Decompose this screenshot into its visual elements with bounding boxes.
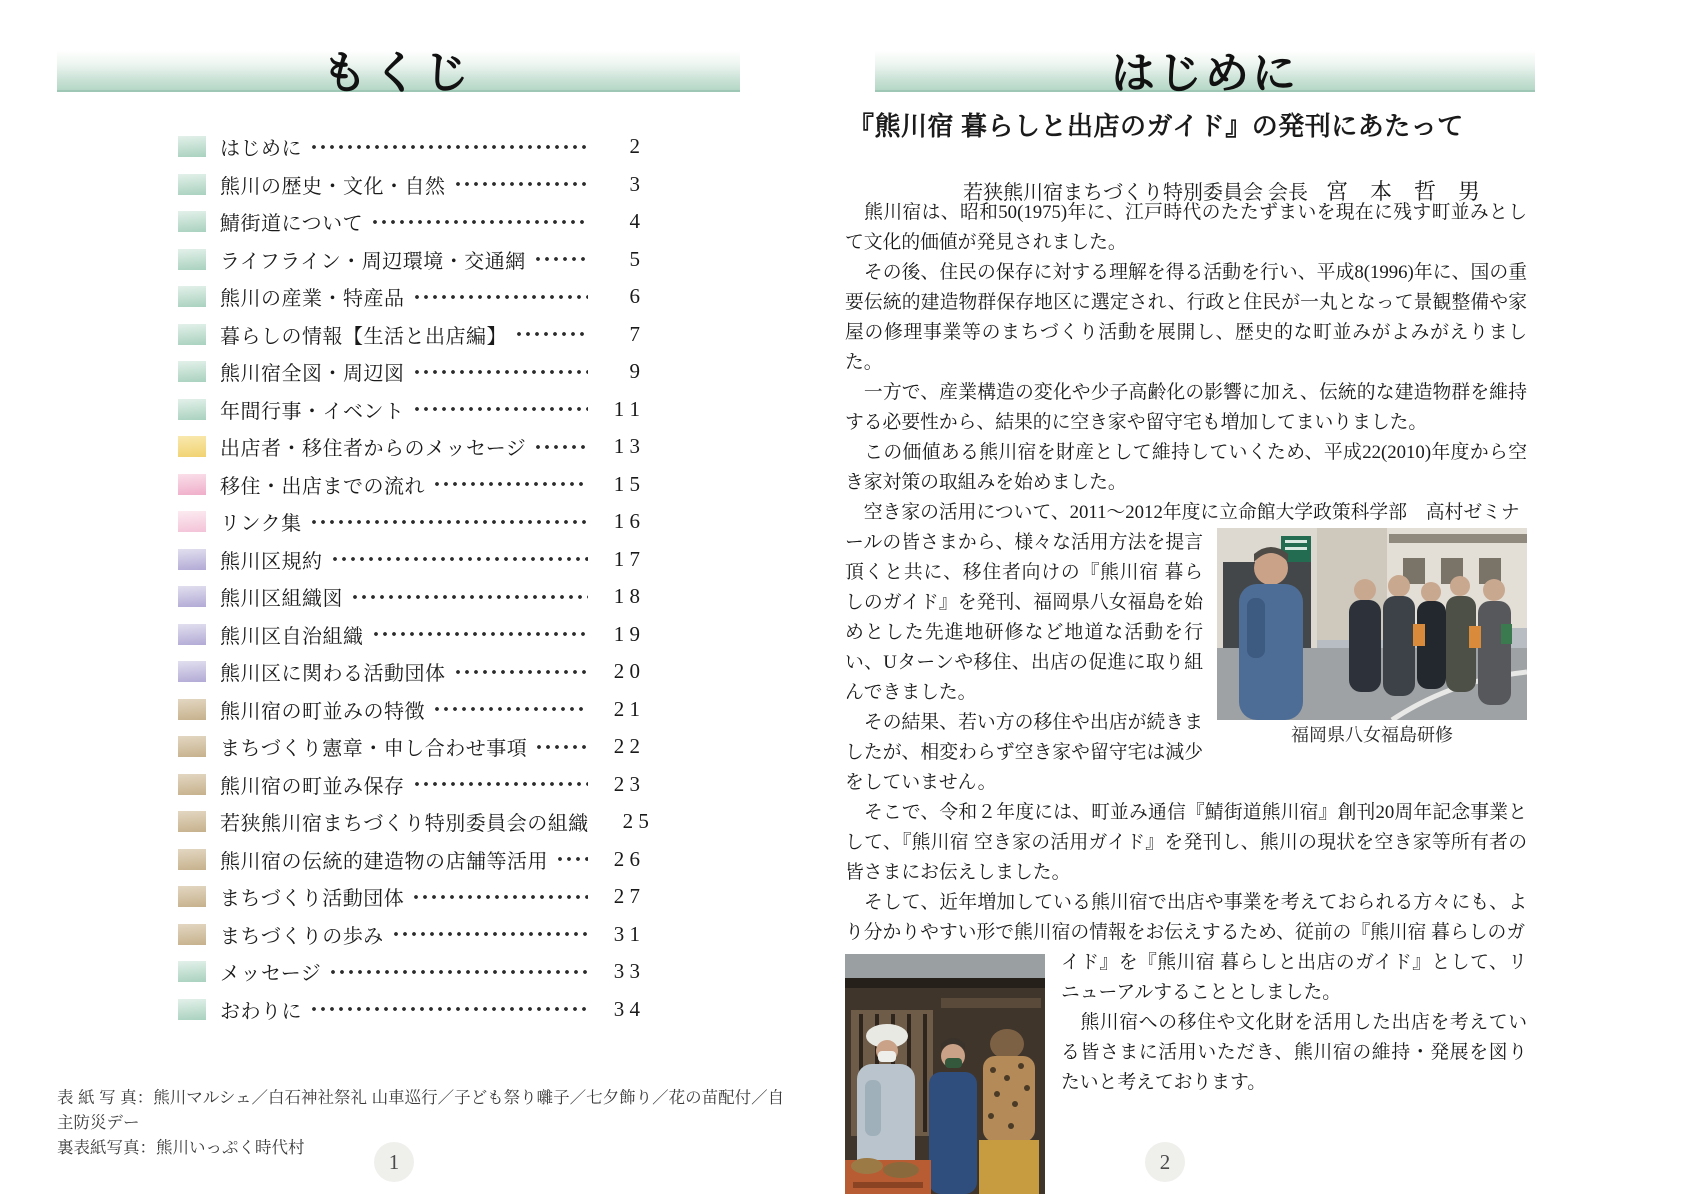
photo-kumagawa-event	[845, 954, 1045, 1194]
toc-dot-leader	[413, 406, 589, 412]
intro-header-title: はじめに	[1111, 49, 1299, 98]
toc-item-label: 出店者・移住者からのメッセージ	[220, 438, 527, 461]
toc-color-square	[178, 511, 206, 532]
toc-color-square	[178, 436, 206, 457]
toc-dot-leader	[534, 256, 588, 262]
toc-color-square	[178, 399, 206, 420]
page-number-right: 2	[1145, 1142, 1185, 1182]
toc-item-label: リンク集	[220, 513, 302, 536]
toc-dot-leader	[412, 894, 588, 900]
toc-item	[178, 166, 640, 204]
toc-color-square	[178, 174, 206, 195]
toc-item	[178, 653, 640, 691]
toc-item-label: まちづくり活動団体	[220, 888, 405, 911]
toc-color-square	[178, 849, 206, 870]
toc-dot-leader	[413, 781, 589, 787]
toc-dot-leader	[515, 331, 588, 337]
toc-color-square	[178, 924, 206, 945]
toc-color-square	[178, 999, 206, 1020]
paragraph-reiwa2-guide: そこで、令和２年度には、町並み通信『鯖街道熊川宿』創刊20周年記念事業として、『熊川宿 空き家の活用ガイド』を発刊し、熊川の現状を空き家等所有者の皆さまにお伝えしました。	[845, 802, 1527, 883]
toc-item-label: はじめに	[220, 138, 302, 161]
toc-dot-leader	[413, 369, 589, 375]
toc-page-number: 1 6	[613, 509, 640, 534]
credit-line-back-cover: 裏表紙写真：熊川いっぷく時代村	[57, 1139, 305, 1157]
toc-dot-leader	[310, 144, 588, 150]
toc-color-square	[178, 211, 206, 232]
toc-page-number: 1 9	[613, 621, 640, 646]
toc-item	[178, 953, 640, 991]
toc-dot-leader	[371, 219, 588, 225]
toc-page-number: 2 5	[622, 809, 649, 834]
paragraph-utilization-intro-line: 空き家の活用について、2011～2012年度に立命館大学政策科学部 高村ゼミナ	[845, 502, 1520, 523]
toc-header-title: もくじ	[321, 48, 475, 98]
photo-yame-fukushima-training	[1217, 528, 1527, 720]
toc-color-square	[178, 699, 206, 720]
toc-item-label: 移住・出店までの流れ	[220, 475, 425, 498]
toc-item	[178, 428, 640, 466]
toc-item-label: 熊川の歴史・文化・自然	[220, 175, 446, 198]
toc-item-label: 熊川区組織図	[220, 588, 343, 611]
toc-item	[178, 766, 640, 804]
toc-page-number: 3	[629, 171, 640, 196]
toc-item-label: まちづくり憲章・申し合わせ事項	[220, 738, 528, 761]
toc-page-number: 1 3	[613, 434, 640, 459]
toc-header-band	[57, 48, 740, 98]
toc-item-label: 熊川区自治組織	[220, 625, 364, 648]
intro-header-band	[875, 49, 1535, 98]
toc-page-number: 7	[629, 321, 640, 346]
toc-page-number: 1 8	[613, 584, 640, 609]
credit-line-front-cover: 表 紙 写 真：熊川マルシェ／白石神社祭礼 山車巡行／子ども祭り囃子／七夕飾り／花の苗配付／自主防災デー	[57, 1089, 785, 1132]
toc-item-label: 熊川区に関わる活動団体	[220, 663, 446, 686]
toc-page-number: 3 3	[613, 959, 640, 984]
toc-item-label: 熊川宿の伝統的建造物の店舗等活用	[220, 850, 548, 873]
toc-dot-leader	[310, 1006, 588, 1012]
toc-page-number: 6	[629, 284, 640, 309]
toc-page-number: 4	[629, 209, 640, 234]
toc-item-label: 熊川宿の町並みの特徴	[220, 700, 425, 723]
toc-page-number: 2 2	[613, 734, 640, 759]
toc-item	[178, 541, 640, 579]
page-introduction	[830, 0, 1550, 1194]
photo-caption-yame-fukushima: 福岡県八女福島研修	[1291, 725, 1453, 745]
toc-page-number: 1 1	[613, 396, 640, 421]
toc-list	[178, 128, 649, 1028]
toc-item	[178, 503, 640, 541]
toc-item	[178, 353, 640, 391]
toc-page-number: 2	[629, 134, 640, 159]
toc-item	[178, 728, 640, 766]
toc-item	[178, 878, 640, 916]
toc-item	[178, 578, 640, 616]
toc-dot-leader	[454, 181, 589, 187]
toc-color-square	[178, 286, 206, 307]
paragraph-closing-hope: 熊川宿への移住や文化財を活用した出店を考えている皆さまに活用いただき、熊川宿の維持・発展を図りたいと考えております。	[1061, 1012, 1527, 1093]
paragraph-vacant-houses-increase: 一方で、産業構造の変化や少子高齢化の影響に加え、伝統的な建造物群を維持する必要性から、結果的に空き家や留守宅も増加してまいりました。	[845, 382, 1527, 433]
toc-item-label: 暮らしの情報【生活と出店編】	[220, 325, 507, 348]
toc-dot-leader	[329, 969, 588, 975]
toc-dot-leader	[413, 294, 589, 300]
toc-color-square	[178, 474, 206, 495]
toc-dot-leader	[351, 594, 588, 600]
article-title: 『熊川宿 暮らしと出店のガイド』の発刊にあたって	[848, 112, 1464, 141]
toc-item	[178, 841, 640, 879]
photo-block-yame-fukushima	[1217, 528, 1527, 746]
toc-dot-leader	[454, 669, 589, 675]
toc-item-label: 若狭熊川宿まちづくり特別委員会の組織	[220, 813, 589, 836]
toc-item	[178, 616, 640, 654]
paragraph-renewal-intro: そして、近年増加している熊川宿で出店や事業を考えておられる方々にも、より分かりやすい形で熊川宿の情報をお伝えするため、従前の『熊川宿 暮らしのガ	[845, 892, 1527, 943]
toc-page-number: 3 1	[613, 921, 640, 946]
toc-page-number: 2 6	[613, 846, 640, 871]
toc-page-number: 2 3	[613, 771, 640, 796]
toc-color-square	[178, 886, 206, 907]
toc-color-square	[178, 549, 206, 570]
toc-item	[178, 316, 640, 354]
toc-dot-leader	[556, 856, 588, 862]
toc-page-number: 5	[629, 246, 640, 271]
toc-item-label: 熊川宿の町並み保存	[220, 775, 405, 798]
toc-dot-leader	[535, 744, 588, 750]
paragraph-discovery: 熊川宿は、昭和50(1975)年に、江戸時代のたたずまいを現在に残す町並みとして文化的価値が発見されました。	[845, 202, 1527, 253]
toc-color-square	[178, 136, 206, 157]
toc-color-square	[178, 324, 206, 345]
toc-color-square	[178, 586, 206, 607]
toc-color-square	[178, 361, 206, 382]
toc-dot-leader	[433, 706, 588, 712]
byline-organization: 若狭熊川宿まちづくり特別委員会 会長	[963, 182, 1308, 204]
toc-color-square	[178, 624, 206, 645]
paragraph-utilization-wrapped: ールの皆さまから、様々な活用方法を提言頂くと共に、移住者向けの『熊川宿 暮らしのガイド』を発刊、福岡県八女福島を始めとした先進地研修など地道な活動を行い、Uターンや移住、出店の促進に取り組んできました。	[845, 532, 1203, 703]
toc-item	[178, 916, 640, 954]
toc-item-label: メッセージ	[220, 963, 322, 986]
paragraph-result: その結果、若い方の移住や出店が続きましたが、相変わらず空き家や留守宅は減少をしていません。	[845, 712, 1203, 793]
toc-dot-leader	[331, 556, 589, 562]
paragraph-preservation-district: その後、住民の保存に対する理解を得る活動を行い、平成8(1996)年に、国の重要伝統的建造物群保存地区に選定され、行政と住民が一丸となって景観整備や家屋の修理事業等のまちづくり活動を展開し、歴史的な町並みがよみがえりました。	[845, 262, 1527, 373]
toc-item	[178, 466, 640, 504]
byline-author-name: 宮 本 哲 男	[1325, 179, 1480, 204]
toc-color-square	[178, 811, 206, 832]
toc-color-square	[178, 736, 206, 757]
page-number-left: 1	[374, 1142, 414, 1182]
toc-page-number: 3 4	[613, 996, 640, 1021]
toc-item	[178, 391, 640, 429]
toc-item	[178, 241, 640, 279]
toc-item	[178, 128, 640, 166]
toc-item	[178, 803, 649, 841]
toc-item-label: 熊川の産業・特産品	[220, 288, 405, 311]
toc-dot-leader	[372, 631, 589, 637]
page-toc	[55, 0, 785, 1194]
toc-item	[178, 691, 640, 729]
toc-item-label: 鯖街道について	[220, 213, 364, 236]
cover-photo-credits	[57, 1086, 797, 1161]
toc-color-square	[178, 661, 206, 682]
toc-item-label: おわりに	[220, 1000, 302, 1023]
toc-dot-leader	[310, 519, 588, 525]
paragraph-renewal-wrapped: イド』を『熊川宿 暮らしと出店のガイド』として、リニューアルすることとしました。	[1061, 952, 1527, 1003]
toc-item	[178, 278, 640, 316]
toc-page-number: 2 7	[613, 884, 640, 909]
toc-dot-leader	[534, 444, 588, 450]
toc-item-label: ライフライン・周辺環境・交通網	[220, 250, 526, 273]
article-body	[845, 198, 1527, 1194]
toc-item-label: 熊川宿全図・周辺図	[220, 363, 405, 386]
toc-item	[178, 991, 640, 1029]
toc-color-square	[178, 961, 206, 982]
toc-item-label: まちづくりの歩み	[220, 925, 384, 948]
toc-item-label: 年間行事・イベント	[220, 400, 405, 423]
toc-dot-leader	[433, 481, 588, 487]
toc-page-number: 2 0	[613, 659, 640, 684]
toc-page-number: 1 7	[613, 546, 640, 571]
toc-item	[178, 203, 640, 241]
toc-item-label: 熊川区規約	[220, 550, 323, 573]
toc-color-square	[178, 774, 206, 795]
toc-page-number: 9	[629, 359, 640, 384]
paragraph-countermeasures-start: この価値ある熊川宿を財産として維持していくため、平成22(2010)年度から空き家対策の取組みを始めました。	[845, 442, 1527, 493]
toc-page-number: 2 1	[613, 696, 640, 721]
photo-block-kumagawa-event	[845, 954, 1045, 1194]
toc-color-square	[178, 249, 206, 270]
toc-dot-leader	[392, 931, 588, 937]
toc-page-number: 1 5	[613, 471, 640, 496]
